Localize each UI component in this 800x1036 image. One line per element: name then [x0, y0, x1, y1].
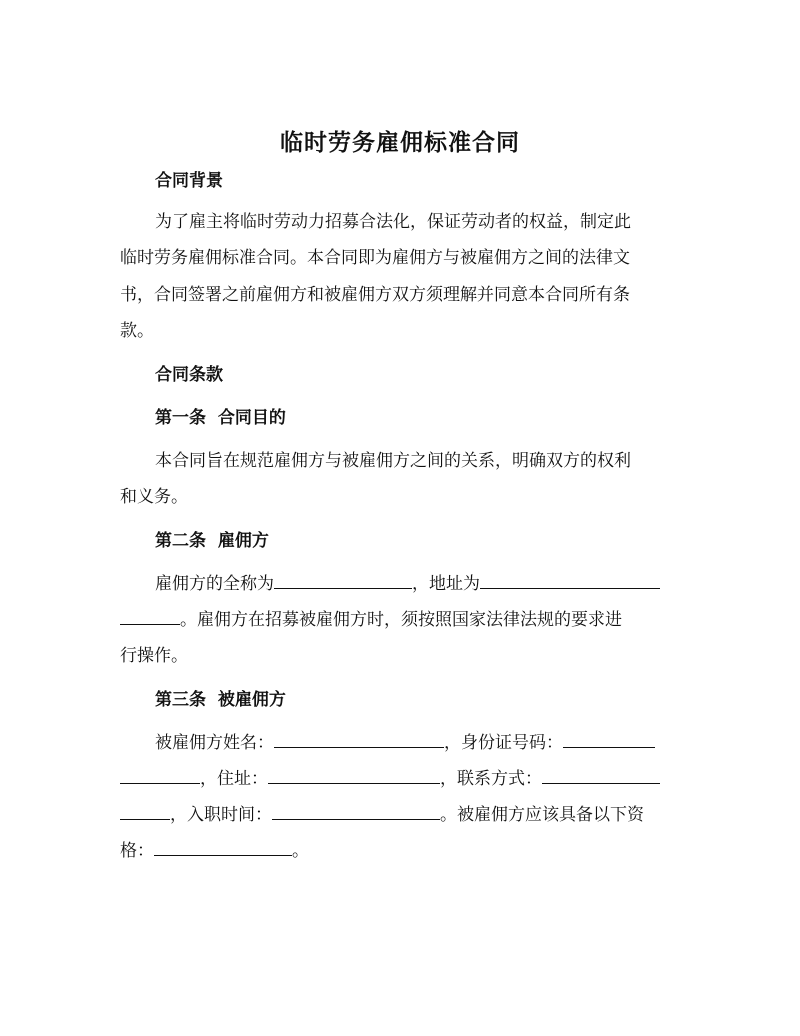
address-label: ，住址： [200, 769, 268, 789]
article-2-line-2 [120, 605, 680, 630]
article-3-line-1 [155, 728, 680, 753]
contact-blank-continued[interactable] [120, 801, 170, 820]
article-2-heading: 第二条 雇佣方 [155, 531, 269, 551]
article-1-line-2: 和义务。 [120, 487, 188, 507]
background-line-2: 临时劳务雇佣标准合同。本合同即为雇佣方与被雇佣方之间的法律文 [120, 248, 630, 268]
article-2-line-3: 行操作。 [120, 646, 188, 666]
contact-blank[interactable] [542, 765, 660, 784]
article-3-line-3 [120, 800, 680, 825]
employer-address-label: ，地址为 [412, 574, 480, 594]
article-1-line-1: 本合同旨在规范雇佣方与被雇佣方之间的关系，明确双方的权利 [155, 451, 631, 471]
employer-address-blank[interactable] [480, 570, 660, 589]
id-number-blank-continued[interactable] [120, 765, 200, 784]
employer-name-blank[interactable] [274, 570, 412, 589]
employer-address-blank-continued[interactable] [120, 606, 180, 625]
background-line-3: 书，合同签署之前雇佣方和被雇佣方双方须理解并同意本合同所有条 [120, 285, 630, 305]
id-number-label: ，身份证号码： [444, 733, 563, 753]
article-2-line-1 [155, 569, 680, 594]
employer-name-label: 雇佣方的全称为 [155, 574, 274, 594]
contact-label: ，联系方式： [440, 769, 542, 789]
background-text-1: 为了雇主将临时劳动力招募合法化，保证劳动者的权益，制定此 [155, 212, 631, 232]
employee-name-label: 被雇佣方姓名： [155, 733, 274, 753]
article-1-heading: 第一条 合同目的 [155, 408, 286, 428]
end-mark: 。 [292, 841, 309, 861]
employee-address-blank[interactable] [268, 765, 440, 784]
article-3-heading: 第三条 被雇佣方 [155, 690, 286, 710]
qualification-label: 格： [120, 841, 154, 861]
background-line-4: 款。 [120, 321, 154, 341]
background-heading: 合同背景 [155, 171, 223, 191]
entry-date-blank[interactable] [272, 801, 440, 820]
qualification-text: 。被雇佣方应该具备以下资 [440, 805, 644, 825]
background-line-1 [155, 207, 680, 232]
article-2-text: 。雇佣方在招募被雇佣方时，须按照国家法律法规的要求进 [180, 610, 622, 630]
article-3-line-4 [120, 836, 680, 861]
id-number-blank[interactable] [563, 729, 655, 748]
article-3-line-2 [120, 764, 680, 789]
entry-date-label: ，入职时间： [170, 805, 272, 825]
terms-heading: 合同条款 [155, 365, 223, 385]
employee-name-blank[interactable] [274, 729, 444, 748]
document-title: 临时劳务雇佣标准合同 [280, 129, 520, 156]
qualification-blank[interactable] [154, 837, 292, 856]
